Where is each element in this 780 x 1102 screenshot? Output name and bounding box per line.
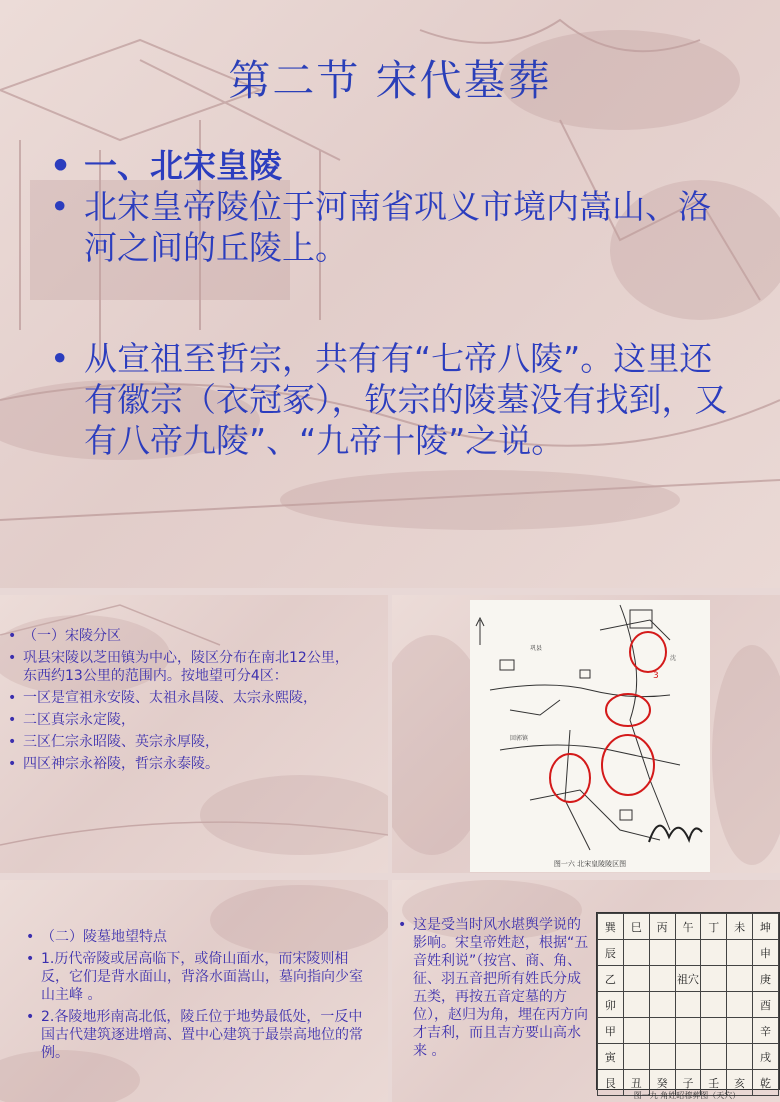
grid-cell: 戌: [753, 1044, 779, 1070]
item-text: 巩县宋陵以芝田镇为中心，陵区分布在南北12公里，东西约13公里的范围内。按地望可分4区：: [23, 650, 349, 684]
tomb-map: [470, 600, 710, 872]
grid-cell: 申: [753, 940, 779, 966]
grid-cell: [623, 966, 649, 992]
grid-cell: 午: [675, 914, 701, 940]
slide-features: [0, 880, 388, 1102]
list-item: • 北宋皇帝陵位于河南省巩义市境内嵩山、洛河之间的丘陵上。: [50, 187, 711, 267]
page-title: 第二节 宋代墓葬: [228, 56, 552, 105]
grid-row: [598, 914, 779, 940]
grid-row: [598, 966, 779, 992]
grid-cell: 亥: [727, 1070, 753, 1096]
grid-cell: [727, 992, 753, 1018]
grid-cell: 子: [675, 1070, 701, 1096]
list-item: • 二区真宗永定陵，: [8, 712, 135, 728]
grid-cell: 艮: [598, 1070, 624, 1096]
grid-cell: [675, 1044, 701, 1070]
item-text: 二区真宗永定陵，: [23, 712, 135, 728]
list-item: • 四区神宗永裕陵，哲宗永泰陵。: [8, 756, 219, 772]
item-text: 1.历代帝陵或居高临下，或倚山面水，而宋陵则相反，它们是背水面山，背洛水面嵩山，墓向指向少室山主峰 。: [41, 951, 363, 1003]
list-item: • 一区是宣祖永安陵、太祖永昌陵、太宗永熙陵，: [8, 690, 317, 706]
svg-text:回郭镇: 回郭镇: [510, 735, 529, 742]
grid-cell: [701, 966, 727, 992]
grid-cell: [675, 1018, 701, 1044]
bullet-text: 从宣祖至哲宗，共有有“七帝八陵”。这里还有徽宗（衣冠冢），钦宗的陵墓没有找到，又有八帝九陵”、“九帝十陵”之说。: [84, 339, 728, 460]
bullet-text: 北宋皇帝陵位于河南省巩义市境内嵩山、洛河之间的丘陵上。: [84, 187, 711, 267]
grid-cell: [727, 966, 753, 992]
grid-cell: 甲: [598, 1018, 624, 1044]
feature-list: [26, 928, 366, 1066]
grid-cell: [649, 992, 675, 1018]
grid-cell: [649, 1018, 675, 1044]
map-number: 3: [653, 671, 659, 681]
grid-cell: [649, 940, 675, 966]
grid-row: [598, 992, 779, 1018]
slide-tomb-zones: [0, 595, 388, 873]
list-item: • （二）陵墓地望特点: [26, 929, 167, 945]
item-text: （一）宋陵分区: [23, 628, 121, 644]
grid-cell: [649, 1044, 675, 1070]
grid-cell: [623, 1018, 649, 1044]
grid-cell: 癸: [649, 1070, 675, 1096]
item-text: 三区仁宗永昭陵、英宗永厚陵，: [23, 734, 219, 750]
grid-cell: [675, 992, 701, 1018]
zone-list: [8, 627, 353, 777]
grid-row: [598, 940, 779, 966]
grid-cell: [701, 1018, 727, 1044]
grid-cell: [701, 940, 727, 966]
item-text: 2.各陵地形南高北低，陵丘位于地势最低处，一反中国古代建筑逐进增高、置中心建筑于最崇高地位的常例。: [41, 1009, 363, 1061]
list-item: • 一、北宋皇陵: [50, 146, 282, 185]
grid-cell: [623, 1044, 649, 1070]
grid-cell: 祖穴: [675, 966, 701, 992]
item-text: 四区神宗永裕陵，哲宗永泰陵。: [23, 756, 219, 772]
fengshui-list: [398, 916, 593, 1064]
map-caption: 图一六 北宋皇陵陵区图: [553, 860, 627, 868]
svg-text:沈: 沈: [670, 655, 677, 662]
grid-cell: 寅: [598, 1044, 624, 1070]
grid-cell: [623, 940, 649, 966]
grid-cell: [727, 1018, 753, 1044]
grid-row: [598, 1044, 779, 1070]
grid-cell: 辛: [753, 1018, 779, 1044]
grid-cell: [675, 940, 701, 966]
grid-cell: 丑: [623, 1070, 649, 1096]
grid-cell: [701, 1044, 727, 1070]
grid-cell: 壬: [701, 1070, 727, 1096]
grid-cell: 坤: [753, 914, 779, 940]
grid-cell: 辰: [598, 940, 624, 966]
list-item: • （一）宋陵分区: [8, 628, 121, 644]
list-item: • 巩县宋陵以芝田镇为中心，陵区分布在南北12公里，东西约13公里的范围内。按地望可分4区：: [8, 650, 349, 684]
burial-grid-table: [597, 913, 779, 1096]
grid-cell: 乙: [598, 966, 624, 992]
grid-cell: 丙: [649, 914, 675, 940]
list-item: • 从宣祖至哲宗，共有有“七帝八陵”。这里还有徽宗（衣冠冢），钦宗的陵墓没有找到，又有八帝九陵”、“九帝十陵”之说。: [50, 339, 728, 460]
main-bullet-list: [50, 145, 730, 461]
grid-cell: 丁: [701, 914, 727, 940]
list-item: • 1.历代帝陵或居高临下，或倚山面水，而宋陵则相反，它们是背水面山，背洛水面嵩山，墓向指向少室山主峰 。: [26, 951, 363, 1003]
item-text: 这是受当时风水堪舆学说的影响。宋皇帝姓赵，根据“五音姓利说”（按宫、商、角、征、羽五音把所有姓氏分成五类，再按五音定墓的方位），赵归为角，埋在丙方向才吉利，而且吉方要山高水来 。: [413, 917, 589, 1059]
grid-cell: [623, 992, 649, 1018]
grid-cell: 巳: [623, 914, 649, 940]
grid-cell: [727, 1044, 753, 1070]
grid-cell: [701, 992, 727, 1018]
list-item: • 三区仁宗永昭陵、英宗永厚陵，: [8, 734, 219, 750]
grid-cell: 未: [727, 914, 753, 940]
list-item: • 2.各陵地形南高北低，陵丘位于地势最低处，一反中国古代建筑逐进增高、置中心建筑于最崇高地位的常例。: [26, 1009, 363, 1061]
grid-cell: [649, 966, 675, 992]
grid-cell: 乾: [753, 1070, 779, 1096]
bullet-text: 一、北宋皇陵: [84, 146, 282, 185]
list-item: • 这是受当时风水堪舆学说的影响。宋皇帝姓赵，根据“五音姓利说”（按宫、商、角、征、羽五音把所有姓氏分成五类，再按五音定墓的方位），赵归为角，埋在丙方向才吉利，而且吉方要山高水来 。: [398, 917, 589, 1059]
grid-cell: [727, 940, 753, 966]
grid-caption: 图一九 角姓昭穆葬图（天穴）: [633, 1091, 741, 1100]
svg-text:巩县: 巩县: [530, 645, 543, 652]
grid-row: [598, 1018, 779, 1044]
grid-cell: 酉: [753, 992, 779, 1018]
item-text: （二）陵墓地望特点: [41, 929, 167, 945]
burial-grid-diagram: [596, 912, 780, 1090]
item-text: 一区是宣祖永安陵、太祖永昌陵、太宗永熙陵，: [23, 690, 317, 706]
grid-cell: 庚: [753, 966, 779, 992]
grid-cell: 巽: [598, 914, 624, 940]
signature-mark: [644, 802, 704, 852]
grid-cell: 卯: [598, 992, 624, 1018]
